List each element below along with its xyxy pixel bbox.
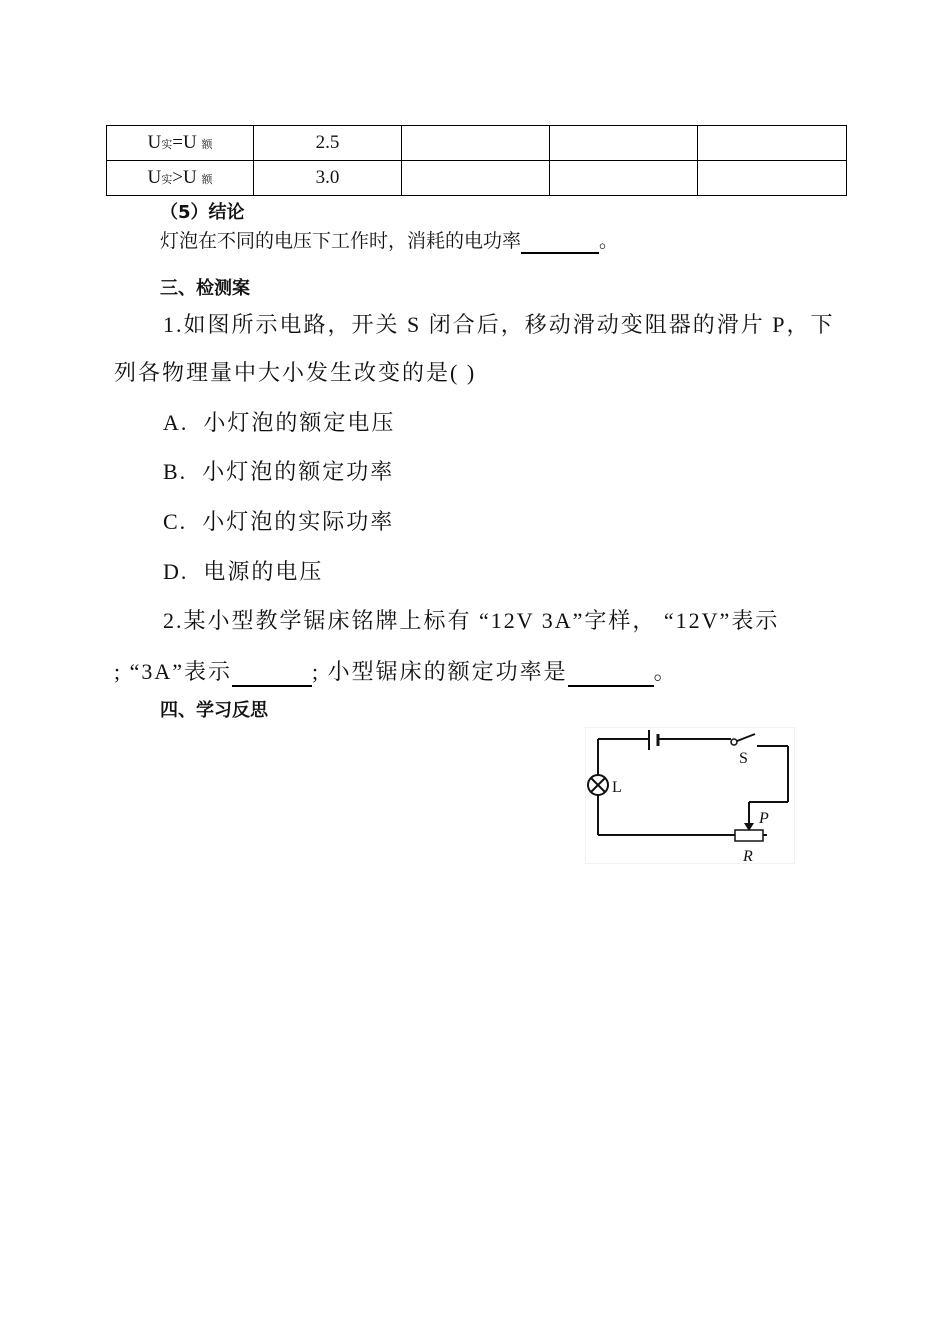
empty-cell <box>550 126 698 161</box>
conclusion-text: 灯泡在不同的电压下工作时，消耗的电功率 。 <box>160 230 619 252</box>
question-1-line2: 列各物理量中大小发生改变的是( ) <box>114 360 477 385</box>
measurement-table <box>106 125 847 196</box>
empty-cell <box>550 161 698 196</box>
answer-blank[interactable] <box>232 659 312 687</box>
conclusion-heading: （5）结论 <box>160 202 245 223</box>
voltage-cell: 3.0 <box>254 161 402 196</box>
lamp-label: L <box>612 779 622 796</box>
empty-cell <box>698 126 847 161</box>
slider-label: P <box>759 810 769 827</box>
section-heading-test: 三、检测案 <box>160 278 250 299</box>
switch-label: S <box>739 750 748 767</box>
table-row <box>107 161 847 196</box>
empty-cell <box>402 161 550 196</box>
answer-blank[interactable] <box>521 230 599 254</box>
empty-cell <box>698 161 847 196</box>
option-a[interactable]: A. 小灯泡的额定电压 <box>163 410 396 435</box>
question-1-line1: 1.如图所示电路，开关 S 闭合后，移动滑动变阻器的滑片 P，下 <box>163 312 835 337</box>
condition-cell: U实>U 额 <box>107 161 254 196</box>
empty-cell <box>402 126 550 161</box>
circuit-diagram <box>585 727 795 864</box>
table-row <box>107 126 847 161</box>
resistor-label: R <box>743 848 753 864</box>
voltage-cell: 2.5 <box>254 126 402 161</box>
condition-cell: U实=U 额 <box>107 126 254 161</box>
option-b[interactable]: B. 小灯泡的额定功率 <box>163 459 395 484</box>
option-c[interactable]: C. 小灯泡的实际功率 <box>163 509 395 534</box>
answer-blank[interactable] <box>568 659 654 687</box>
question-2-line1: 2.某小型教学锯床铭牌上标有 “12V 3A”字样， “12V”表示 <box>163 608 780 633</box>
question-2-line2: ; “3A”表示 ; 小型锯床的额定功率是 。 <box>114 655 678 687</box>
section-heading-reflection: 四、学习反思 <box>160 700 268 721</box>
option-d[interactable]: D. 电源的电压 <box>163 559 324 584</box>
